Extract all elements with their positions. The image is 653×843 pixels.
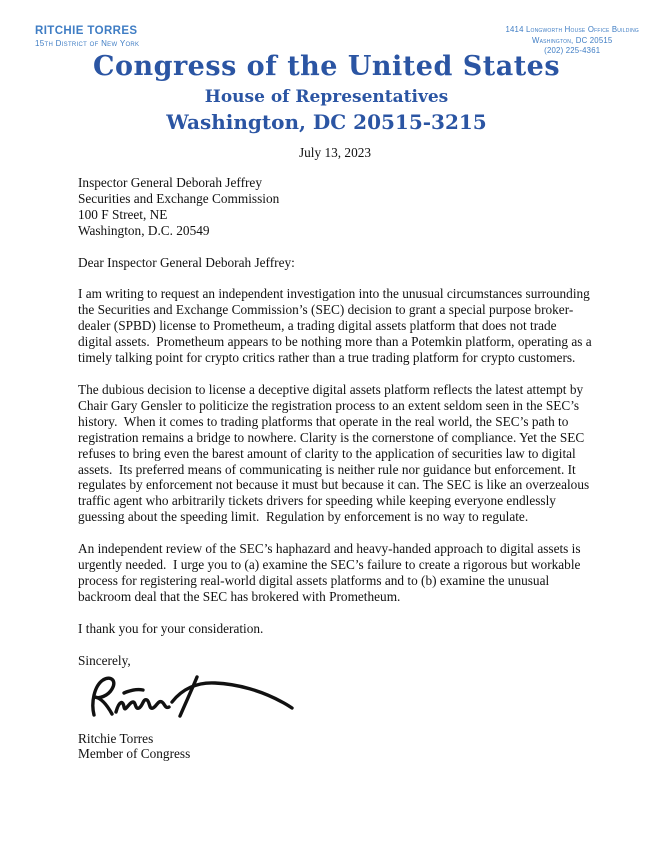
- recipient-address-line: Securities and Exchange Commission: [78, 190, 280, 206]
- member-district: 15th District of New York: [35, 39, 140, 49]
- recipient-address-line: 100 F Street, NE: [78, 206, 168, 222]
- letterhead-city-line: Washington, DC 20515-3215: [166, 109, 487, 134]
- recipient-address-line: Inspector General Deborah Jeffrey: [78, 174, 262, 190]
- letterhead-congress-line: Congress of the United States: [92, 51, 561, 82]
- office-address-line: 1414 Longworth House Office Building: [505, 25, 639, 34]
- signature-image: [84, 671, 299, 723]
- letter-paragraphs: [78, 286, 595, 636]
- letterhead-house-line: House of Representatives: [204, 86, 449, 107]
- letter-body: [78, 145, 595, 762]
- recipient-address-line: Washington, D.C. 20549: [78, 222, 210, 238]
- letter-paragraph: The dubious decision to license a deceptive digital assets platform reflects the latest attempt by Chair Gary Gensler to politicize the registration process to an extent seldom seen in the SEC’s history. When it comes to trading platforms that operate in the real world, the SEC’s path to registration remains a bridge to nowhere. Clarity is the cornerstone of compliance. Yet the SEC refuses to bring even the barest amount of clarity to the application of securities law to digital assets. Its preferred means of communicating is neither rule nor guidance but enforcement. It regulates by enforcement not because it must but because it can. The SEC is like an overzealous traffic agent who arbitrarily tickets drivers for speeding while keeping everyone endlessly guessing about the speeding limit. Regulation by enforcement is no way to regulate.: [78, 381, 593, 525]
- signature-name: Ritchie Torres: [78, 730, 154, 746]
- office-address-line: (202) 225-4361: [544, 46, 601, 56]
- office-address-line: Washington, DC 20515: [532, 35, 613, 45]
- letter-paragraph: An independent review of the SEC’s haphazard and heavy-handed approach to digital assets is urgently needed. I urge you to (a) examine the SEC’s failure to create a rigorous but workable process for registering real-world digital assets platforms and to (b) examine the unusual backroom deal that the SEC has brokered with Prometheum.: [78, 541, 584, 604]
- letterhead-title-block: [0, 52, 653, 134]
- salutation: Dear Inspector General Deborah Jeffrey:: [78, 254, 295, 270]
- recipient-address-block: [78, 175, 592, 239]
- signature-title: Member of Congress: [78, 746, 191, 762]
- letterhead-member-block: [35, 25, 139, 48]
- letter-paragraph: I am writing to request an independent investigation into the unusual circumstances surrounding the Securities and Exchange Commission’s (SEC) decision to grant a special purpose broker-dealer (SPBD) license to Prometheum, a trading digital assets platform that does not trade digital assets. Prometheum appears to be nothing more than a Potemkin platform, operating as a timely talking point for crypto critics rather than a true trading platform for crypto customers.: [78, 286, 595, 366]
- closing-word: Sincerely,: [78, 652, 131, 668]
- letter-paragraph: I thank you for your consideration.: [78, 620, 264, 636]
- member-name: RITCHIE TORRES: [35, 25, 138, 37]
- letter-date: July 13, 2023: [298, 145, 372, 160]
